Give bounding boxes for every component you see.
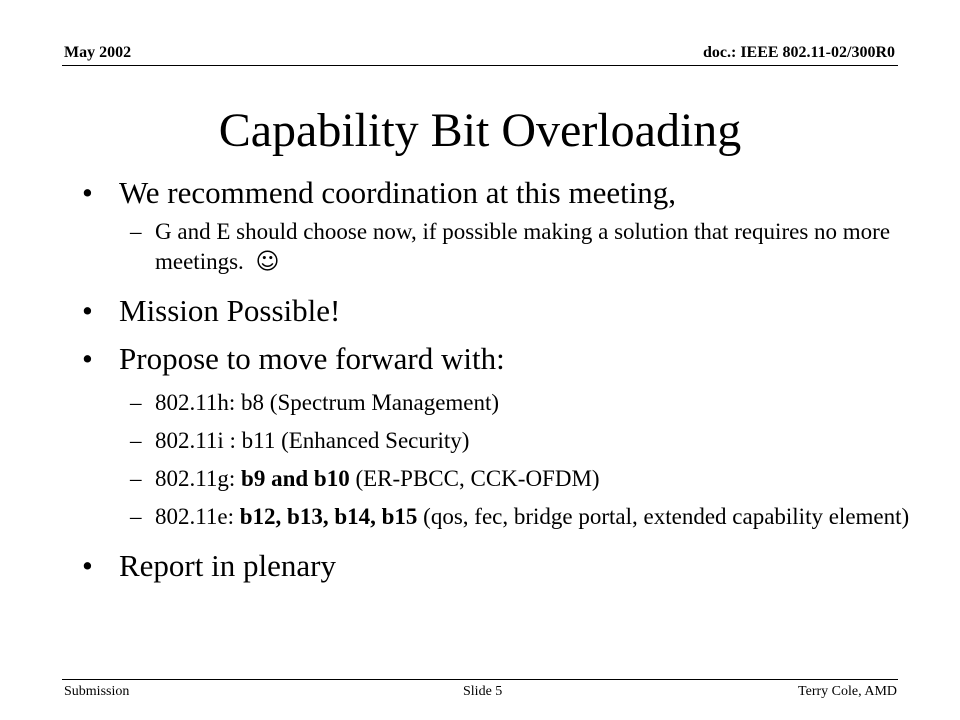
sub-bullet-suffix: (ER-PBCC, CCK-OFDM) [349, 466, 600, 491]
bullet-dot-icon: • [82, 175, 93, 210]
sub-bullet-suffix: (qos, fec, bridge portal, extended capability element) [417, 504, 910, 529]
bullet-mission-possible [82, 291, 922, 331]
dash-icon: – [130, 219, 142, 244]
footer-author: Terry Cole, AMD [798, 684, 897, 699]
header-doc-id: doc.: IEEE 802.11-02/300R0 [702, 44, 895, 61]
bullet-text: Report in plenary [119, 548, 336, 583]
sub-bullet-80211g [82, 464, 922, 494]
footer-divider [62, 679, 898, 680]
bullet-list [82, 168, 922, 586]
sub-bullet-text: 802.11h: b8 (Spectrum Management) [155, 390, 500, 415]
dash-icon: – [130, 428, 142, 453]
sub-bullet-bits: b12, b13, b14, b15 [239, 504, 418, 529]
bullet-dot-icon: • [82, 341, 93, 376]
bullet-coordination [82, 173, 922, 213]
sub-bullet-80211i [82, 426, 922, 456]
sub-bullet-80211e [82, 502, 922, 532]
slide-title: Capability Bit Overloading [218, 104, 742, 157]
bullet-propose [82, 339, 922, 379]
sub-bullet-text: G and E should choose now, if possible making a solution that requires no more meetings. [155, 219, 891, 274]
sub-bullet-prefix: 802.11e: [155, 504, 240, 529]
dash-icon: – [130, 466, 142, 491]
bullet-text: Mission Possible! [119, 293, 341, 328]
footer-slide-number: Slide 5 [463, 684, 503, 699]
bullet-dot-icon: • [82, 293, 93, 328]
sub-bullet-80211h [82, 388, 922, 418]
header-date: May 2002 [64, 44, 132, 61]
dash-icon: – [130, 390, 142, 415]
dash-icon: – [130, 504, 142, 529]
sub-bullet-text: 802.11i : b11 (Enhanced Security) [155, 428, 470, 453]
header-divider [62, 65, 898, 66]
sub-bullet-choose-now [82, 217, 922, 277]
bullet-text: Propose to move forward with: [119, 341, 505, 376]
sub-bullet-prefix: 802.11g: [155, 466, 242, 491]
footer-submission: Submission [64, 684, 130, 699]
bullet-report [82, 546, 922, 586]
sub-bullet-bits: b9 and b10 [241, 466, 350, 491]
bullet-dot-icon: • [82, 548, 93, 583]
smiley-icon: ☺ [255, 249, 280, 275]
bullet-text: We recommend coordination at this meeting, [119, 175, 677, 210]
